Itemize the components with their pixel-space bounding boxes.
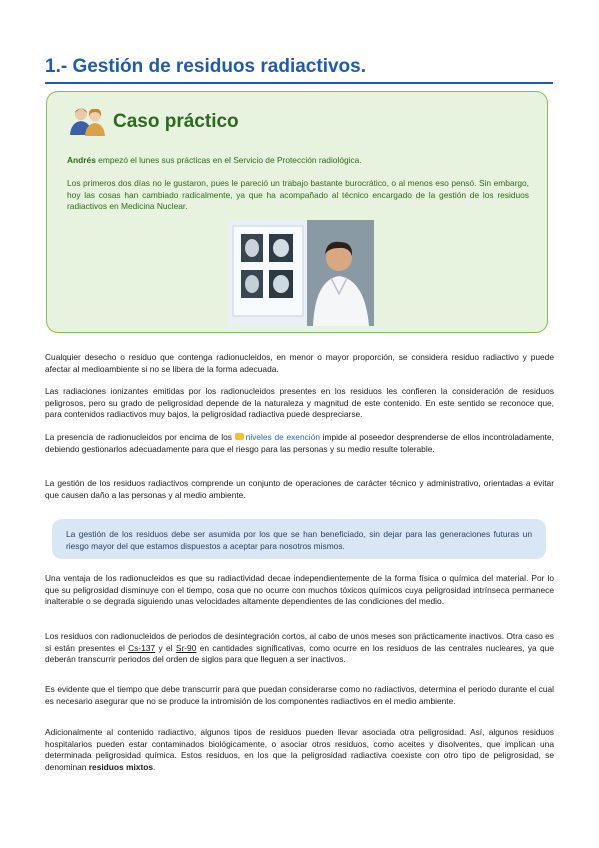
paragraph-exemption-levels-text-before: La presencia de radionucleidos por encima de los (45, 432, 235, 442)
highlight-note-text: La gestión de los residuos debe ser asumida por los que se han beneficiado, sin dejar para las generaciones futuras un riesgo mayor del que estamos dispuestos a aceptar para nosotros mismos. (66, 529, 532, 551)
case-study-box (46, 91, 548, 333)
paragraph-waste-management: La gestión de los residuos radiactivos comprende un conjunto de operaciones de carácter técnico y administrativo, orientadas a evitar que causen daño a las personas y al medio ambiente. (45, 478, 554, 500)
paragraph-mixed-waste-text: Adicionalmente al contenido radiactivo, algunos tipos de residuos pueden llevar asociada otra peligrosidad. Así, algunos residuos hospitalarios pueden estar contaminados biológicamente, o asociar otros residuos, como aceites y disolventes, que implican una determinada peligrosidad química. Estos residuos, en los que la peligrosidad radiactiva coexiste con otro tipo de peligrosidad, se denominan (45, 727, 554, 772)
student-name: Andrés (67, 155, 96, 165)
link-hand-icon (235, 433, 244, 440)
paragraph-radioactive-decay: Una ventaja de los radionucleidos es que su radiactividad decae independientemente de la forma física o química del material. Por lo que su peligrosidad disminuye con el tiempo, cosa que no ocurre con muchos tóxicos químicos cuya peligrosidad intrínseca permanece inalterable o se degrada siguiendo unas velocidades altamente dependientes de las condiciones del medio. (45, 573, 554, 606)
case-study-title: Caso práctico (113, 111, 239, 132)
exemption-levels-link[interactable]: niveles de exención (245, 432, 320, 442)
radiology-photo-illustration (227, 220, 374, 326)
paragraph-time-period: Es evidente que el tiempo que debe transcurrir para que puedan considerarse como no radiactivos, determina el periodo durante el cual es necesario asegurar que no se produce la intromisión de los componentes radiactivos en el medio ambiente. (45, 684, 554, 706)
cs-137-term: Cs-137 (128, 642, 156, 653)
paragraph-ionizing-radiation: Las radiaciones ionizantes emitidas por los radionucleidos presentes en los residuos les confieren la consideración de residuos peligrosos, pero su grado de peligrosidad depende de la naturaleza y magnitud de este contenido. En este sentido se reconoce que, para contenidos radiactivos muy bajos, la peligrosidad radiactiva puede despreciarse. (45, 386, 554, 419)
paragraph-mixed-waste-end: . (153, 761, 156, 772)
paragraph-mixed-waste (45, 727, 554, 773)
paragraph-half-life-text-c: en cantidades significativas, como ocurre en los residuos de las centrales nucleares, ya que deberán transcurrir periodos del orden de siglos para que lleguen a ser inactivos. (45, 642, 554, 664)
paragraph-radioactive-waste-definition: Cualquier desecho o residuo que contenga radionucleidos, en menor o mayor proporción, se considera residuo radiactivo y puede afectar al medioambiente si no se libera de la forma adecuada. (45, 352, 554, 374)
case-study-paragraph-2: Los primeros dos días no le gustaron, pues le pareció un trabajo bastante burocrático, o al menos eso pensó. Sin embargo, hoy las cosas han cambiado radicalmente, ya que ha acompañado al técnico encargado de la gestión de los residuos radiactivos en Medicina Nuclear. (67, 178, 529, 211)
people-icon (69, 105, 107, 137)
highlight-note-box (52, 519, 546, 559)
paragraph-exemption-levels (45, 432, 554, 455)
paragraph-half-life-text-a: Los residuos con radionucleidos de periodos de desintegración cortos, al cabo de unos meses son prácticamente inactivos. Otra caso es si están presentes el (45, 631, 554, 653)
mixed-waste-term: residuos mixtos (88, 761, 154, 772)
case-study-paragraph-1 (67, 155, 529, 167)
sr-90-term: Sr-90 (175, 642, 197, 653)
radiology-photo (227, 220, 374, 326)
paragraph-half-life-text-b: y el (155, 642, 176, 653)
paragraph-half-life (45, 631, 554, 666)
case-study-paragraph-1-text: empezó el lunes sus prácticas en el Servicio de Protección radiológica. (95, 155, 362, 165)
page-title: 1.- Gestión de residuos radiactivos. (45, 56, 553, 84)
paragraph-exemption-levels-text-after: impide al poseedor desprenderse de ellos incontroladamente, debiendo gestionarlos adecuadamente para que el riesgo para las personas y su medio resulte tolerable. (45, 432, 554, 454)
